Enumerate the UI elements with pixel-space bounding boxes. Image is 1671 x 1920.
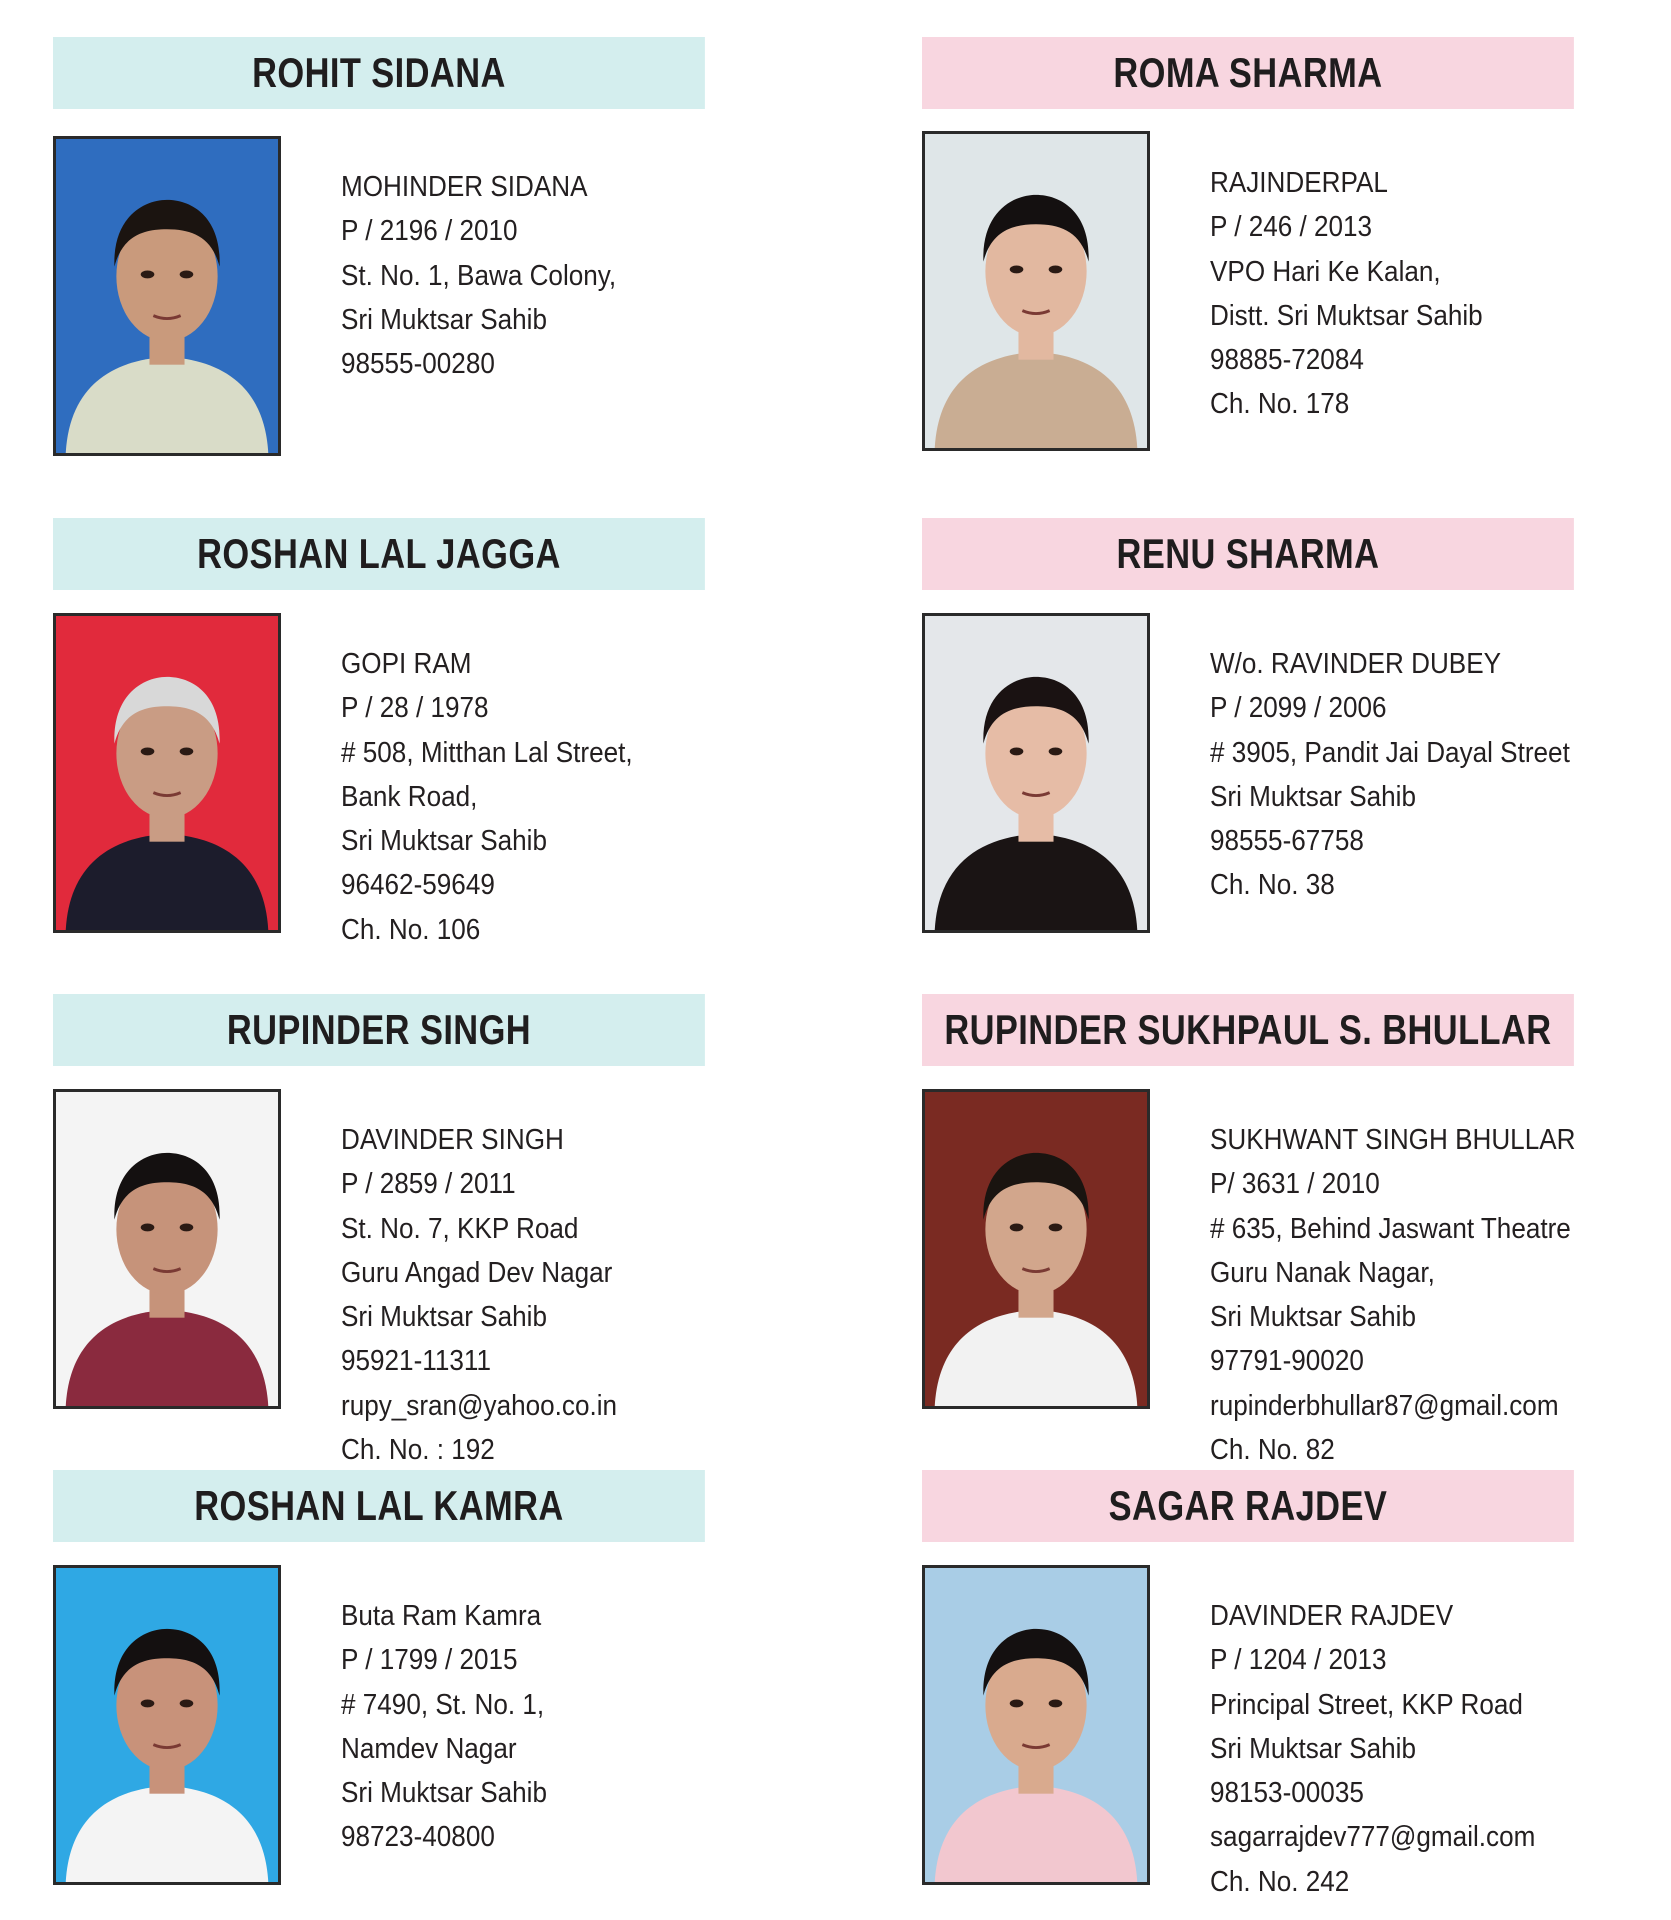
detail-line: 97791-90020 bbox=[1210, 1345, 1364, 1378]
member-photo bbox=[922, 1565, 1150, 1885]
detail-line: 96462-59649 bbox=[341, 869, 495, 902]
member-name: SAGAR RAJDEV bbox=[922, 1470, 1574, 1542]
member-photo bbox=[53, 136, 281, 456]
member-name: ROMA SHARMA bbox=[922, 37, 1574, 109]
member-name: ROSHAN LAL KAMRA bbox=[53, 1470, 705, 1542]
detail-line: 95921-11311 bbox=[341, 1345, 491, 1378]
detail-line: VPO Hari Ke Kalan, bbox=[1210, 255, 1441, 288]
detail-line: rupy_sran@yahoo.co.in bbox=[341, 1389, 618, 1422]
detail-line: Principal Street, KKP Road bbox=[1210, 1688, 1523, 1721]
detail-line: DAVINDER RAJDEV bbox=[1210, 1600, 1454, 1632]
detail-line: St. No. 1, Bawa Colony, bbox=[341, 259, 617, 292]
detail-line: # 7490, St. No. 1, bbox=[341, 1688, 545, 1721]
detail-line: # 508, Mitthan Lal Street, bbox=[341, 736, 633, 769]
detail-line: SUKHWANT SINGH BHULLAR bbox=[1210, 1124, 1576, 1156]
detail-line: Sri Muktsar Sahib bbox=[341, 825, 547, 858]
detail-line: 98555-00280 bbox=[341, 348, 495, 381]
detail-line: P / 2099 / 2006 bbox=[1210, 692, 1387, 725]
detail-line: Sri Muktsar Sahib bbox=[1210, 1732, 1416, 1765]
detail-line: Sri Muktsar Sahib bbox=[1210, 780, 1416, 813]
detail-line: Sri Muktsar Sahib bbox=[341, 1301, 547, 1334]
detail-line: St. No. 7, KKP Road bbox=[341, 1212, 579, 1245]
member-details bbox=[1210, 1118, 1575, 1472]
member-name: RUPINDER SINGH bbox=[53, 994, 705, 1066]
detail-line: DAVINDER SINGH bbox=[341, 1124, 564, 1156]
detail-line: Ch. No. 242 bbox=[1210, 1865, 1350, 1898]
detail-line: 98555-67758 bbox=[1210, 825, 1364, 858]
member-photo bbox=[922, 1089, 1150, 1409]
detail-line: # 635, Behind Jaswant Theatre bbox=[1210, 1212, 1571, 1245]
member-details bbox=[341, 1594, 547, 1860]
detail-line: P / 1204 / 2013 bbox=[1210, 1644, 1387, 1677]
detail-line: Distt. Sri Muktsar Sahib bbox=[1210, 299, 1483, 332]
member-photo bbox=[922, 613, 1150, 933]
member-details bbox=[1210, 642, 1570, 908]
detail-line: 98885-72084 bbox=[1210, 344, 1364, 377]
detail-line: P / 28 / 1978 bbox=[341, 692, 489, 725]
detail-line: P / 2859 / 2011 bbox=[341, 1168, 516, 1201]
detail-line: RAJINDERPAL bbox=[1210, 167, 1388, 199]
member-photo bbox=[53, 613, 281, 933]
member-name: RENU SHARMA bbox=[922, 518, 1574, 590]
detail-line: Bank Road, bbox=[341, 780, 478, 813]
detail-line: Guru Nanak Nagar, bbox=[1210, 1256, 1435, 1289]
detail-line: Buta Ram Kamra bbox=[341, 1600, 542, 1632]
detail-line: Ch. No. 82 bbox=[1210, 1434, 1335, 1467]
member-details bbox=[341, 165, 616, 386]
member-photo bbox=[53, 1565, 281, 1885]
detail-line: Namdev Nagar bbox=[341, 1732, 517, 1765]
detail-line: MOHINDER SIDANA bbox=[341, 171, 588, 203]
member-photo bbox=[53, 1089, 281, 1409]
detail-line: Sri Muktsar Sahib bbox=[341, 1777, 547, 1810]
member-name: RUPINDER SUKHPAUL S. BHULLAR bbox=[922, 994, 1574, 1066]
detail-line: Ch. No. 106 bbox=[341, 913, 481, 946]
member-name: ROSHAN LAL JAGGA bbox=[53, 518, 705, 590]
detail-line: 98723-40800 bbox=[341, 1821, 495, 1854]
detail-line: Ch. No. 38 bbox=[1210, 869, 1335, 902]
detail-line: sagarrajdev777@gmail.com bbox=[1210, 1821, 1536, 1854]
member-details bbox=[341, 642, 633, 952]
detail-line: # 3905, Pandit Jai Dayal Street bbox=[1210, 736, 1570, 769]
member-name: ROHIT SIDANA bbox=[53, 37, 705, 109]
detail-line: Sri Muktsar Sahib bbox=[341, 303, 547, 336]
detail-line: 98153-00035 bbox=[1210, 1777, 1364, 1810]
member-details bbox=[1210, 1594, 1535, 1904]
detail-line: P/ 3631 / 2010 bbox=[1210, 1168, 1380, 1201]
detail-line: Guru Angad Dev Nagar bbox=[341, 1256, 613, 1289]
detail-line: GOPI RAM bbox=[341, 648, 472, 680]
detail-line: Ch. No. 178 bbox=[1210, 388, 1350, 421]
detail-line: P / 2196 / 2010 bbox=[341, 215, 518, 248]
member-photo bbox=[922, 131, 1150, 451]
detail-line: rupinderbhullar87@gmail.com bbox=[1210, 1389, 1559, 1422]
member-details bbox=[1210, 161, 1483, 427]
detail-line: P / 246 / 2013 bbox=[1210, 211, 1373, 244]
detail-line: P / 1799 / 2015 bbox=[341, 1644, 518, 1677]
member-details bbox=[341, 1118, 617, 1472]
detail-line: W/o. RAVINDER DUBEY bbox=[1210, 648, 1502, 680]
detail-line: Sri Muktsar Sahib bbox=[1210, 1301, 1416, 1334]
detail-line: Ch. No. : 192 bbox=[341, 1434, 495, 1467]
